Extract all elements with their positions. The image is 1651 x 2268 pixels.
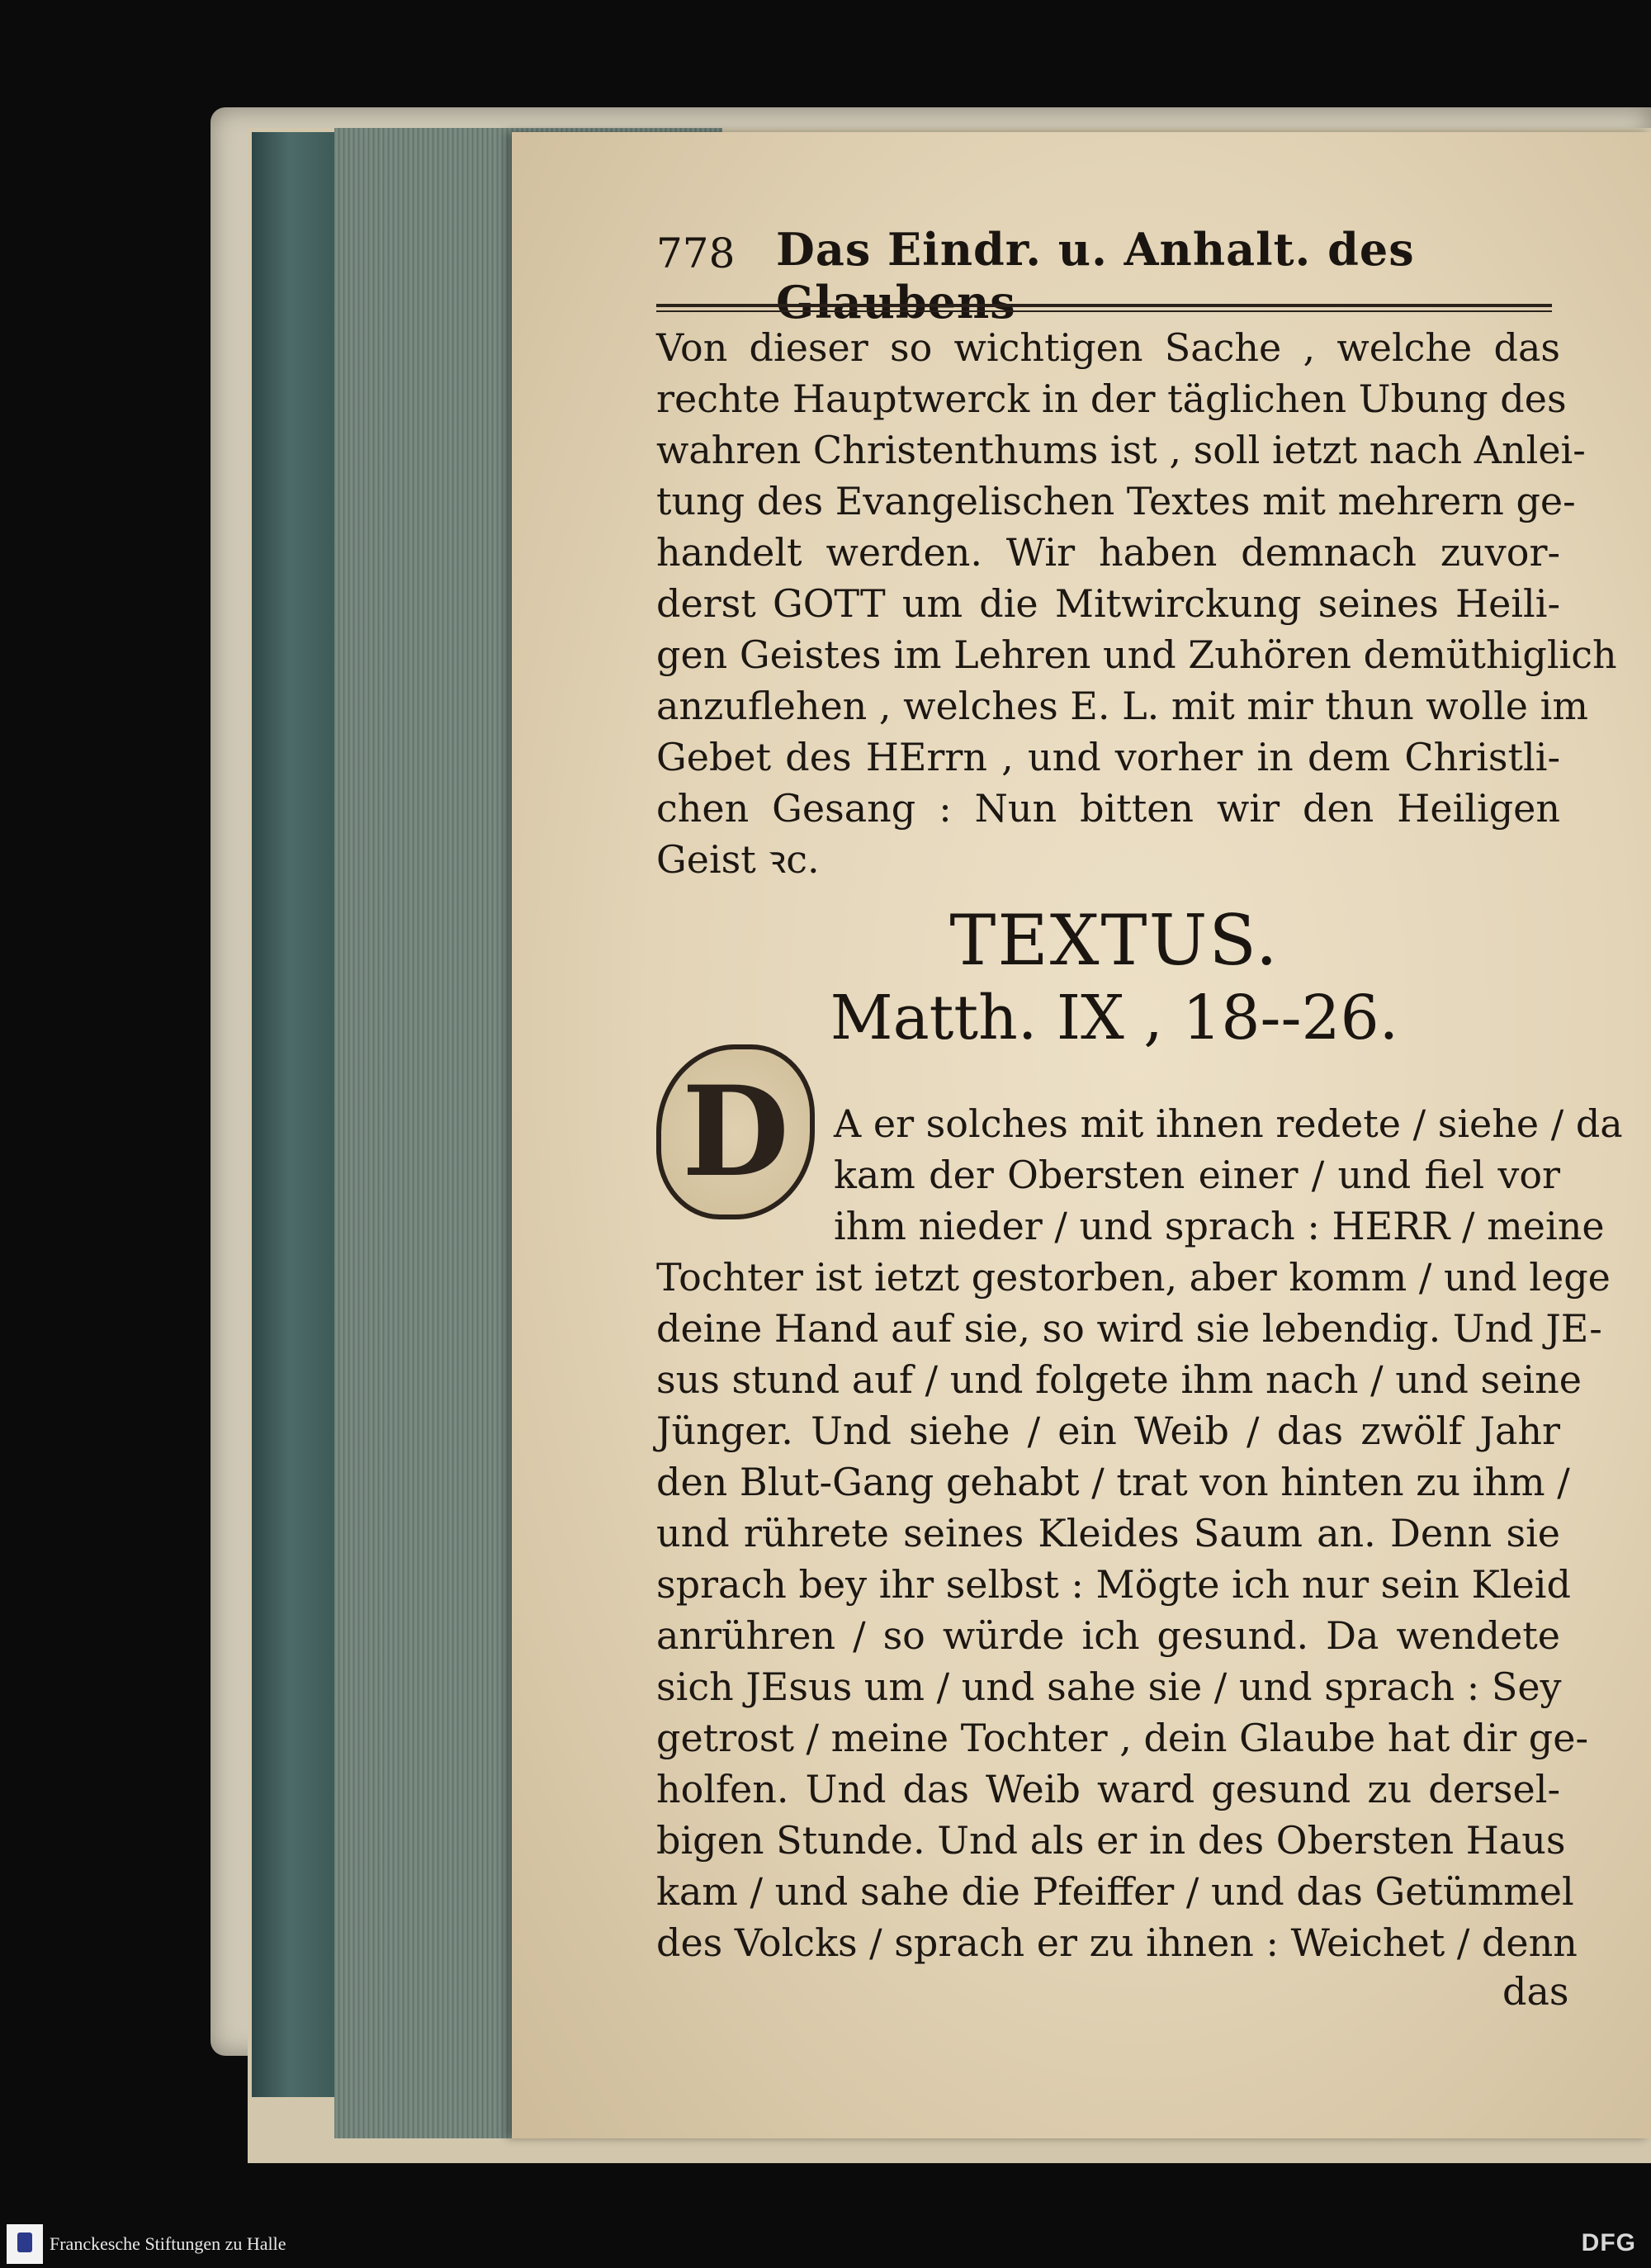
text-line: chen Gesang : Nun bitten wir den Heiligen: [656, 786, 1560, 831]
dfg-logo: DFG: [1581, 2229, 1636, 2256]
intro-paragraph: [656, 322, 1617, 885]
institution-logo-icon: [7, 2224, 43, 2264]
text-line: sprach bey ihr selbst : Mögte ich nur sein Kleid: [656, 1562, 1571, 1607]
institution-name: Franckesche Stiftungen zu Halle: [50, 2233, 286, 2254]
text-line: Geist ꝛc.: [656, 837, 820, 882]
scripture-text: [656, 1252, 1611, 1968]
text-line: Tochter ist ietzt gestorben, aber komm / und lege: [656, 1255, 1611, 1300]
text-line: getrost / meine Tochter , dein Glaube hat dir ge-: [656, 1716, 1589, 1760]
text-line: wahren Christenthums ist , soll ietzt nach Anlei-: [656, 428, 1586, 472]
text-line: ihm nieder / und sprach : HERR / meine: [834, 1204, 1605, 1248]
text-line: tung des Evangelischen Textes mit mehrern ge-: [656, 479, 1576, 523]
text-line: sus stund auf / und folgete ihm nach / und seine: [656, 1357, 1582, 1402]
running-title: Das Eindr. u. Anhalt. des Glaubens: [776, 223, 1415, 329]
scripture-opening: [834, 1098, 1623, 1252]
fore-edge: [252, 132, 347, 2097]
text-line: bigen Stunde. Und als er in des Obersten Haus: [656, 1818, 1566, 1863]
text-line: anzuflehen , welches E. L. mit mir thun wolle im: [656, 684, 1588, 728]
text-line: Jünger. Und siehe / ein Weib / das zwölf Jahr: [656, 1409, 1560, 1453]
text-line: kam / und sahe die Pfeiffer / und das Getümmel: [656, 1869, 1574, 1914]
text-line: handelt werden. Wir haben demnach zuvor-: [656, 530, 1560, 575]
text-line: derst GOTT um die Mitwirckung seines Heili-: [656, 581, 1560, 626]
text-line: rechte Hauptwerck in der täglichen Ubung des: [656, 376, 1567, 421]
page-header: [656, 223, 1556, 329]
text-line: sich JEsus um / und sahe sie / und sprach : Sey: [656, 1664, 1562, 1709]
text-line: Von dieser so wichtigen Sache , welche das: [656, 325, 1560, 370]
header-rule: [656, 304, 1552, 312]
drop-cap: D: [656, 1044, 815, 1219]
text-line: anrühren / so würde ich gesund. Da wendete: [656, 1613, 1560, 1658]
text-line: A er solches mit ihnen redete / siehe / da: [834, 1101, 1623, 1146]
text-line: und rührete seines Kleides Saum an. Denn sie: [656, 1511, 1560, 1555]
text-line: holfen. Und das Weib ward gesund zu dersel-: [656, 1767, 1560, 1811]
text-line: Gebet des HErrn , und vorher in dem Christli-: [656, 735, 1560, 779]
page-number: 778: [656, 230, 736, 277]
textus-heading: TEXTUS.: [949, 900, 1280, 981]
catchword: das: [1502, 1969, 1569, 2014]
text-line: gen Geistes im Lehren und Zuhören demüthiglich: [656, 632, 1617, 677]
text-line: deine Hand auf sie, so wird sie lebendig. Und JE-: [656, 1306, 1602, 1351]
text-line: des Volcks / sprach er zu ihnen : Weichet / denn: [656, 1920, 1578, 1965]
text-line: kam der Obersten einer / und fiel vor: [834, 1153, 1560, 1197]
text-line: den Blut-Gang gehabt / trat von hinten zu ihm /: [656, 1460, 1570, 1504]
scripture-reference: Matth. IX , 18--26.: [830, 982, 1399, 1054]
